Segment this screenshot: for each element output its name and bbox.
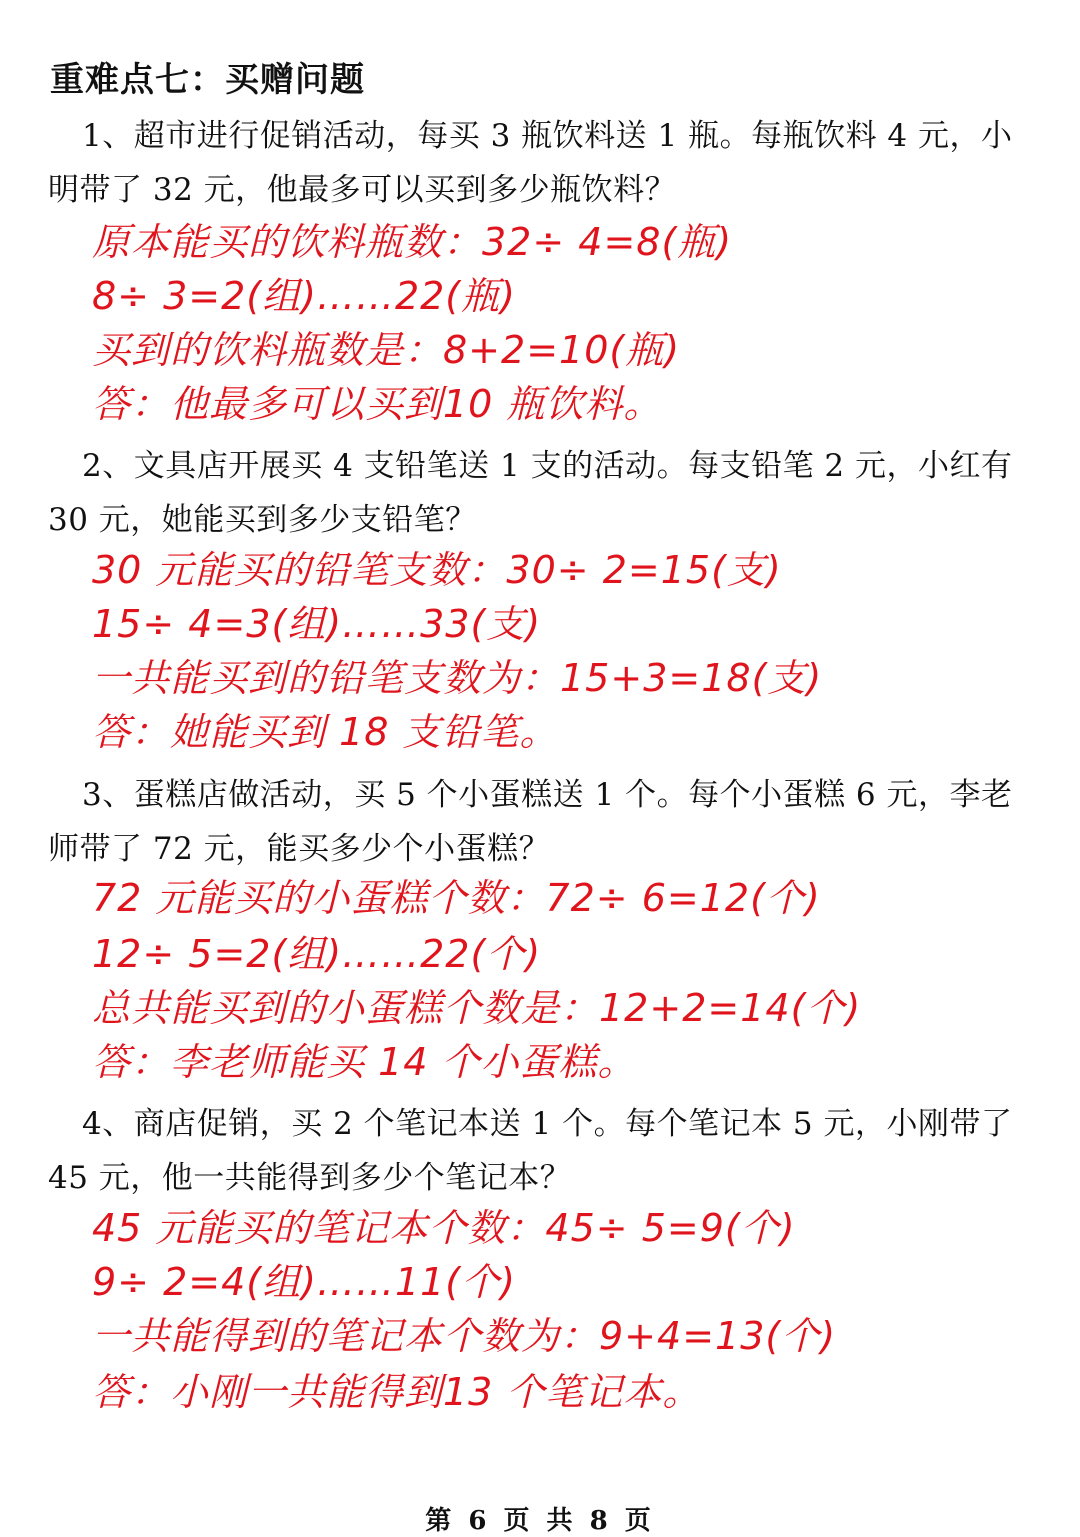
problem-4-answer-line-3: 一共能得到的笔记本个数为：9+4=13(个) xyxy=(92,1314,837,1358)
problem-3-answer-line-3: 总共能买到的小蛋糕个数是：12+2=14(个) xyxy=(92,986,862,1030)
section-title: 重难点七：买赠问题 xyxy=(50,60,365,100)
problem-1-answer-line-4: 答：他最多可以买到10 瓶饮料。 xyxy=(92,382,663,426)
page-number: 第 6 页 共 8 页 xyxy=(425,1506,655,1536)
problem-3-answer-line-2: 12÷ 5=2(组)……22(个) xyxy=(92,932,542,976)
problem-1-text-line-1: 1、超市进行促销活动，每买 3 瓶饮料送 1 瓶。每瓶饮料 4 元，小 xyxy=(82,118,1013,154)
problem-2-text-line-1: 2、文具店开展买 4 支铅笔送 1 支的活动。每支铅笔 2 元，小红有 xyxy=(82,448,1013,484)
problem-3-answer-line-1: 72 元能买的小蛋糕个数：72÷ 6=12(个) xyxy=(92,876,821,920)
problem-1-answer-line-3: 买到的饮料瓶数是：8+2=10(瓶) xyxy=(92,328,681,372)
problem-2-answer-line-1: 30 元能买的铅笔支数：30÷ 2=15(支) xyxy=(92,548,782,592)
problem-4-answer-line-2: 9÷ 2=4(组)……11(个) xyxy=(92,1260,516,1304)
problem-4-answer-line-4: 答：小刚一共能得到13 个笔记本。 xyxy=(92,1370,702,1414)
problem-3-text-line-2: 师带了 72 元，能买多少个小蛋糕？ xyxy=(48,831,551,867)
problem-1-text-line-2: 明带了 32 元，他最多可以买到多少瓶饮料？ xyxy=(48,172,677,208)
problem-2-answer-line-2: 15÷ 4=3(组)……33(支) xyxy=(92,602,542,646)
problem-4-text-line-2: 45 元，他一共能得到多少个笔记本？ xyxy=(48,1160,572,1196)
problem-3-text-line-1: 3、蛋糕店做活动，买 5 个小蛋糕送 1 个。每个小蛋糕 6 元，李老 xyxy=(82,777,1013,813)
problem-2-text-line-2: 30 元，她能买到多少支铅笔？ xyxy=(48,502,477,538)
problem-2-answer-line-3: 一共能买到的铅笔支数为：15+3=18(支) xyxy=(92,656,823,700)
problem-1-answer-line-2: 8÷ 3=2(组)……22(瓶) xyxy=(92,274,516,318)
problem-1-answer-line-1: 原本能买的饮料瓶数：32÷ 4=8(瓶) xyxy=(92,220,733,264)
problem-3-answer-line-4: 答：李老师能买 14 个小蛋糕。 xyxy=(92,1040,637,1084)
problem-4-answer-line-1: 45 元能买的笔记本个数：45÷ 5=9(个) xyxy=(92,1206,796,1250)
problem-2-answer-line-4: 答：她能买到 18 支铅笔。 xyxy=(92,710,559,754)
problem-4-text-line-1: 4、商店促销，买 2 个笔记本送 1 个。每个笔记本 5 元，小刚带了 xyxy=(82,1106,1013,1142)
